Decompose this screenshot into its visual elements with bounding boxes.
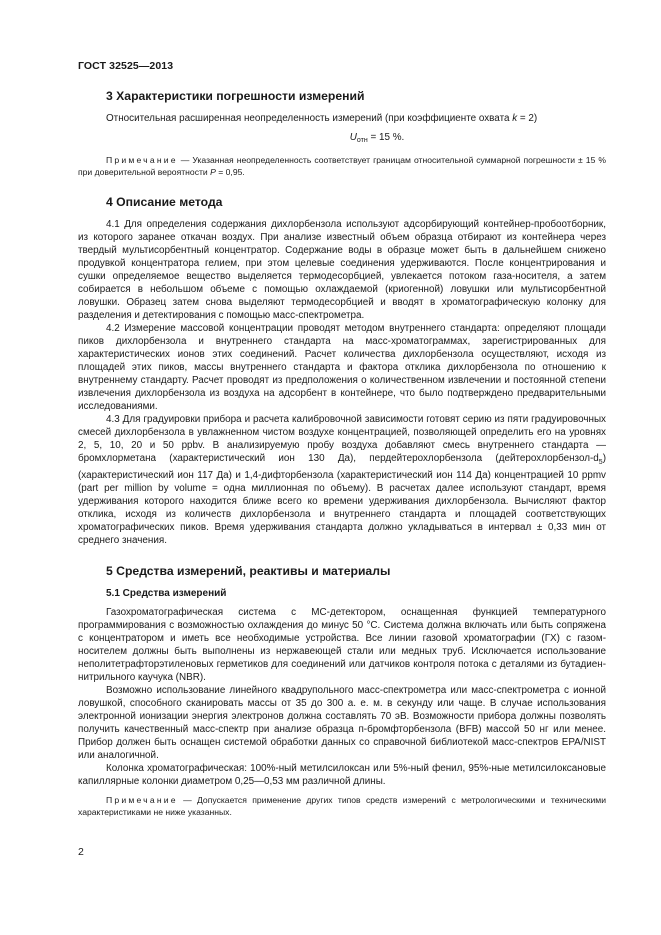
- section-5-1-paragraph-1: Газохроматографическая система с МС-детектором, оснащенная функцией температурного программирования с возможностью охлаждения до минус 50 °С. Система должна включать или быть сопряжена с концентратором и иметь все необходимые устройства. Все линии газовой хроматографии (ГХ) с газом-носителем должны быть выполнены из нержавеющей стали или медных труб. Исключается использование неполитетрафторэтиленовых герметиков для соединений или датчиков контроля потока с деталями из бутадиен-нитрильного каучука (NBR).: [78, 606, 606, 683]
- section-4-heading: 4 Описание метода: [106, 195, 223, 209]
- section-5-note: Примечание — Допускается применение других типов средств измерений с метрологическими и техническими характеристиками не ниже указанных.: [78, 794, 606, 817]
- section-4-1-paragraph: 4.1 Для определения содержания дихлорбензола используют адсорбирующий контейнер-пробоотборник, из которого заранее откачан воздух. При анализе известный объем образца отбирают из контейнера через твердый мультисорбентный концентратор. Содержание воды в образце может быть в дальнейшем снижено продувкой концентратора гелием, при этом целевые соединения удерживаются. После концентрирования и сушки определяемое вещество выделяется термодесорбцией, увлекается потоком газа-носителя, а затем собирается в небольшом объеме с помощью охлаждаемой (криогенной) ловушки или мультисорбентной ловушки. Образец затем снова выделяют термодесорбцией и вводят в хроматографическую колонку для разделения и детектирования с помощью масс-спектрометра.: [78, 219, 606, 321]
- section-5-heading: 5 Средства измерений, реактивы и материалы: [106, 563, 391, 578]
- section-4-2-paragraph: 4.2 Измерение массовой концентрации проводят методом внутреннего стандарта: определяют площади пиков дихлорбензола и внутреннего стандарта на масс-хроматограммах, зарегистрированных для характеристических ионов этих соединений. Расчет количества дихлорбензола осуществляют, исходя из площадей этих пиков, массы внутреннего стандарта и фактора отклика дихлорбензола по отношению к внутреннему стандарту. Расчет проводят из предположения о количественном извлечении и постоянной степени извлечения дихлорбензола из воздуха на адсорбент в контейнере, что было подтверждено предварительными исследованиями.: [78, 323, 606, 412]
- document-body: [78, 88, 606, 818]
- section-3-note: Примечание — Указанная неопределенность соответствует границам относительной суммарной погрешности ± 15 % при доверительной вероятности P = 0,95.: [78, 155, 606, 177]
- section-5-1-paragraph-2: Возможно использование линейного квадрупольного масс-спектрометра или масс-спектрометра с ионной ловушкой, способного сканировать массы от 35 до 300 а. е. м. в секунду или чаще. В случае использования электронной ионизации энергия электронов должна составлять 70 эВ. Возможности прибора должны позволять получить качественный масс-спектр при анализе образца п-бромфторбензола (BFB) массой 50 нг или менее. Прибор должен быть оснащен системой обработки данных со справочной библиотекой масс-спектров EPA/NIST или аналогичной.: [78, 684, 606, 761]
- subsection-5-1-heading: 5.1 Средства измерений: [106, 587, 227, 599]
- section-3-intro: Относительная расширенная неопределенность измерений (при коэффициенте охвата k = 2): [106, 113, 538, 124]
- section-3-heading: 3 Характеристики погрешности измерений: [106, 89, 365, 103]
- section-4-3-paragraph: 4.3 Для градуировки прибора и расчета калибровочной зависимости готовят серию из пяти градуировочных смесей дихлорбензола в увлажненном чистом воздухе концентрацией, позволяющей определить его на уровнях 2, 5, 10, 20 и 50 ppbv. В анализируемую пробу воздуха добавляют смесь внутреннего стандарта — бромхлорметана (характеристический ион 130 Да), пердейтерохлорбензола $(дейтерохлорбензол-d_5)$ (характеристический ион 117 Да) и 1,4-дифторбензола (характеристический ион 114 Да) концентрацией 10 ppmv (part per million by volume = одна миллионная по объему). В расчетах далее используют стандарт, время удерживания которого находится ближе всего ко времени удерживания дихлорбензола. Вычисляют фактор отклика, исходя из количеств дихлорбензола и внутреннего стандарта и площадей соответствующих хроматографических пиков. Время удерживания стандарта должно укладываться в интервал ± 0,33 мин от среднего значения.: [78, 414, 606, 546]
- section-5-1-paragraph-3: Колонка хроматографическая: 100%-ный метилсилоксан или 5%-ный фенил, 95%-ные метилсилоксановые капиллярные колонки диаметром 0,25—0,53 мм различной длины.: [78, 762, 606, 787]
- standard-header: ГОСТ 32525—2013: [78, 60, 174, 72]
- uncertainty-formula: $U_{отн} = 15$ %.: [349, 132, 405, 144]
- page-number: 2: [78, 846, 84, 858]
